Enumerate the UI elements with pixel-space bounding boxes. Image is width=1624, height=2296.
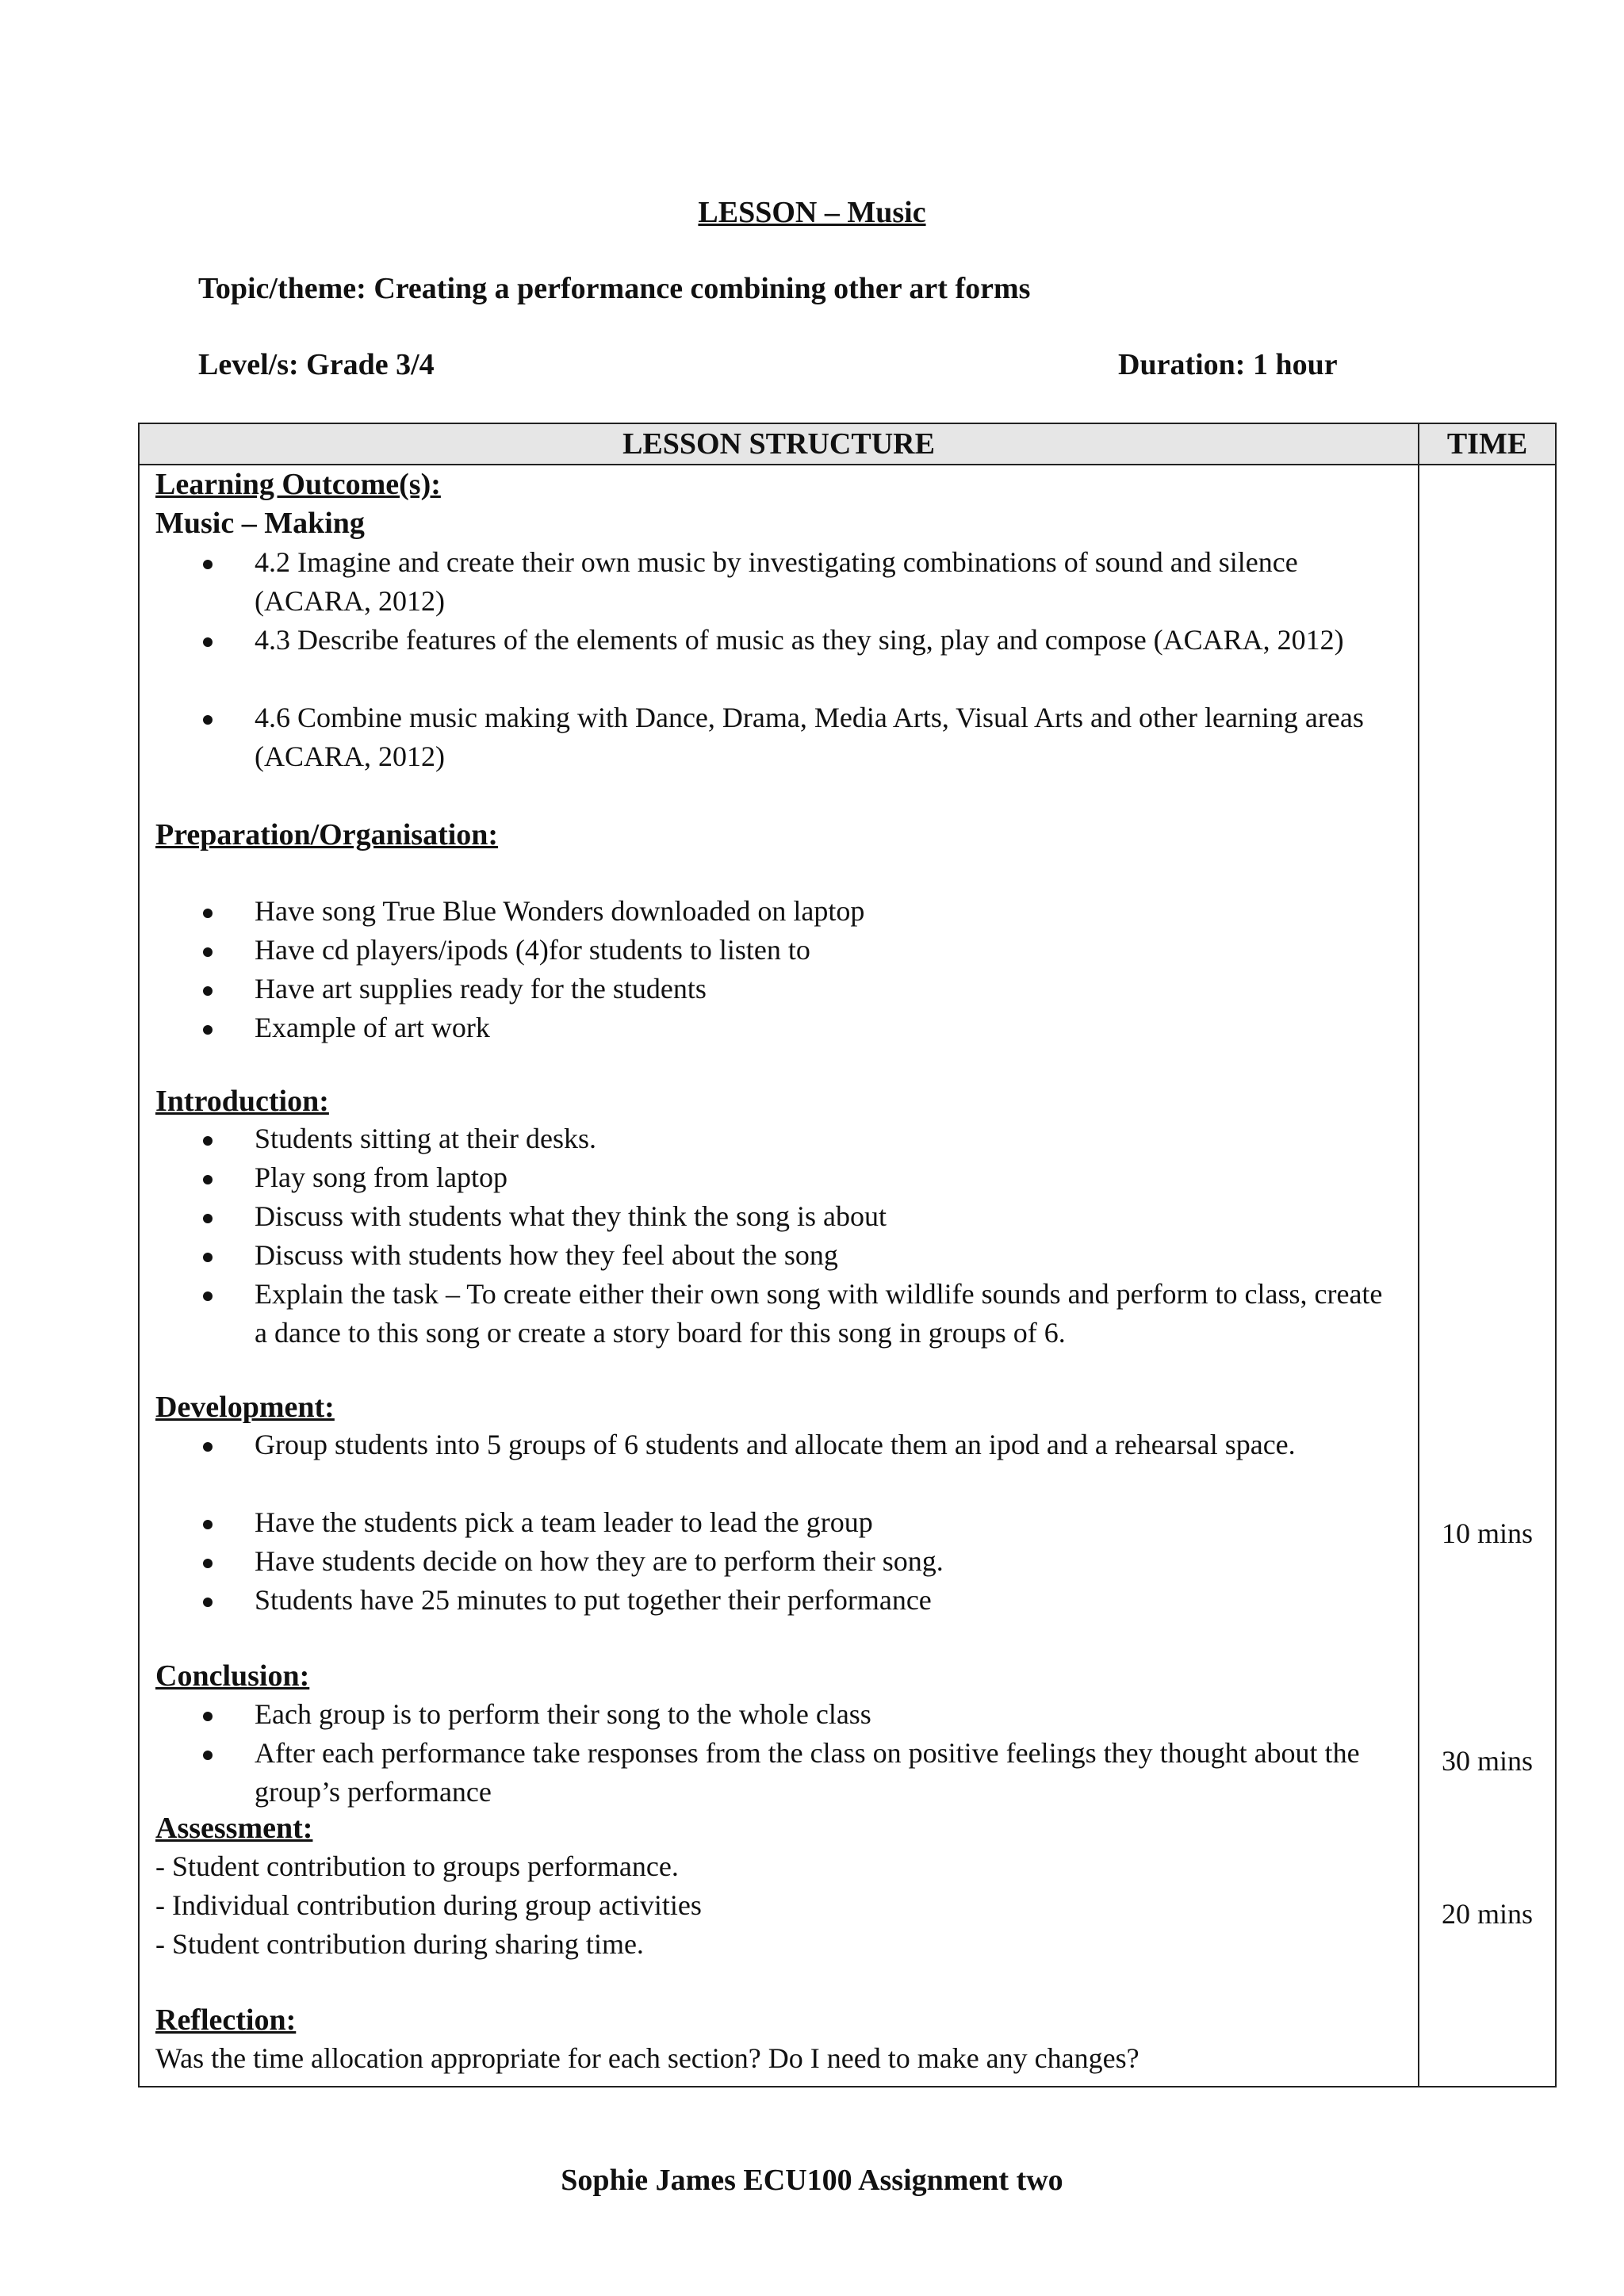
topic-value: Creating a performance combining other art forms — [373, 272, 1031, 305]
reflection-heading: Reflection: — [155, 2003, 297, 2037]
list-item: 4.3 Describe features of the elements of music as they sing, play and compose (ACARA, 2012) — [255, 624, 1344, 656]
list-item: Explain the task – To create either their own song with wildlife sounds and perform to class, create a dance to this song or create a story board for this song in groups of 6. — [255, 1278, 1383, 1349]
bullet-icon — [203, 1292, 213, 1301]
list-item: Group students into 5 groups of 6 students and allocate them an ipod and a rehearsal space. — [255, 1429, 1296, 1460]
bullet-icon — [203, 986, 213, 996]
assessment-heading: Assessment: — [155, 1812, 313, 1845]
preparation-heading: Preparation/Organisation: — [155, 818, 499, 851]
list-item: Discuss with students what they think the song is about — [255, 1200, 887, 1232]
bullet-icon — [203, 1136, 213, 1146]
bullet-icon — [203, 560, 213, 569]
bullet-icon — [203, 1175, 213, 1184]
list-item: Have song True Blue Wonders downloaded on laptop — [255, 895, 865, 927]
list-item: Students have 25 minutes to put together their performance — [255, 1584, 932, 1616]
bullet-icon — [203, 1253, 213, 1262]
list-item: Play song from laptop — [255, 1161, 508, 1193]
assessment-line: - Student contribution during sharing time. — [155, 1928, 644, 1960]
list-item: 4.2 Imagine and create their own music by investigating combinations of sound and silence (ACARA, 2012) — [255, 546, 1298, 617]
bullet-icon — [203, 1712, 213, 1721]
assessment-line: - Individual contribution during group activities — [155, 1889, 702, 1921]
bullet-icon — [203, 947, 213, 957]
duration-line — [1118, 347, 1338, 382]
introduction-heading: Introduction: — [155, 1085, 329, 1118]
topic-line — [198, 271, 1030, 306]
list-item: Each group is to perform their song to the whole class — [255, 1698, 871, 1730]
bullet-icon — [203, 1025, 213, 1035]
list-item: Have art supplies ready for the students — [255, 973, 707, 1004]
bullet-icon — [203, 1520, 213, 1529]
document-footer: Sophie James ECU100 Assignment two — [561, 2164, 1063, 2197]
column-divider — [1418, 424, 1419, 2086]
list-item: Have cd players/ipods (4)for students to listen to — [255, 934, 810, 966]
list-item: After each performance take responses from the class on positive feelings they thought about the group’s performance — [255, 1737, 1360, 1808]
level-label: Level/s: — [198, 348, 299, 381]
lesson-structure-table — [138, 423, 1557, 2087]
level-line — [198, 347, 435, 382]
bullet-icon — [203, 1442, 213, 1452]
bullet-icon — [203, 715, 213, 725]
conclusion-heading: Conclusion: — [155, 1659, 310, 1693]
time-development: 10 mins — [1441, 1517, 1533, 1549]
list-item: 4.6 Combine music making with Dance, Drama, Media Arts, Visual Arts and other learning areas (ACARA, 2012) — [255, 702, 1364, 772]
list-item: Have students decide on how they are to perform their song. — [255, 1545, 944, 1577]
document-title: LESSON – Music — [698, 196, 926, 229]
reflection-text: Was the time allocation appropriate for each section? Do I need to make any changes? — [155, 2042, 1139, 2074]
column-header-time: TIME — [1446, 427, 1528, 461]
topic-label: Topic/theme: — [198, 272, 366, 305]
list-item: Example of art work — [255, 1012, 490, 1043]
bullet-icon — [203, 637, 213, 647]
bullet-icon — [203, 1751, 213, 1760]
duration-value: 1 hour — [1252, 348, 1338, 381]
development-heading: Development: — [155, 1391, 335, 1424]
bullet-icon — [203, 1214, 213, 1223]
time-conclusion: 30 mins — [1441, 1745, 1533, 1777]
bullet-icon — [203, 909, 213, 918]
list-item: Students sitting at their desks. — [255, 1123, 596, 1154]
list-item: Discuss with students how they feel about the song — [255, 1239, 838, 1271]
column-header-structure: LESSON STRUCTURE — [622, 427, 935, 461]
time-assessment: 20 mins — [1441, 1898, 1533, 1930]
bullet-icon — [203, 1598, 213, 1607]
assessment-line: - Student contribution to groups performance. — [155, 1850, 679, 1882]
level-value: Grade 3/4 — [306, 348, 435, 381]
music-making-subheading: Music – Making — [155, 507, 365, 540]
table-header-row — [140, 424, 1555, 465]
duration-label: Duration: — [1118, 348, 1246, 381]
learning-outcomes-heading: Learning Outcome(s): — [155, 468, 441, 501]
list-item: Have the students pick a team leader to lead the group — [255, 1506, 873, 1538]
bullet-icon — [203, 1559, 213, 1568]
